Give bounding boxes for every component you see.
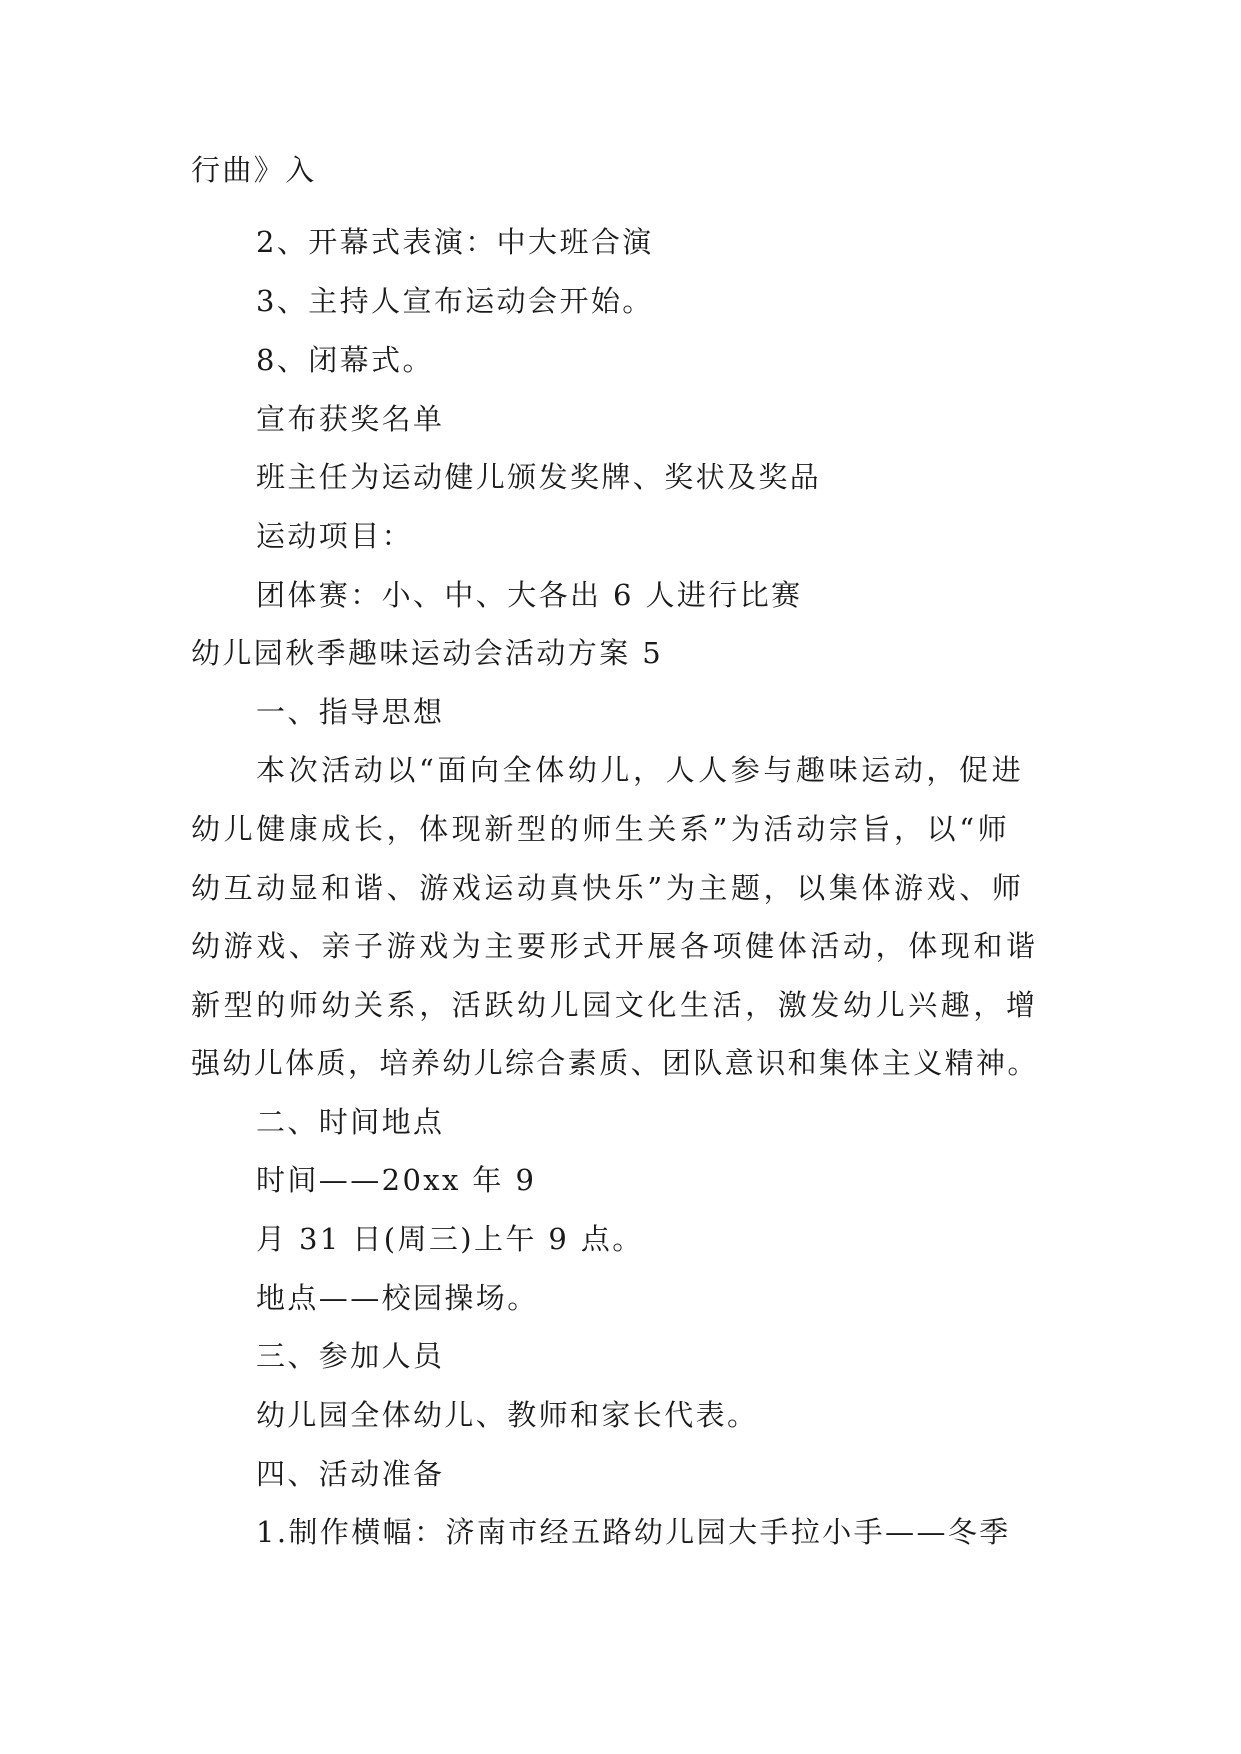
text-line: 3、主持人宣布运动会开始。 [256, 284, 654, 318]
text-line: 时间——20xx 年 9 [256, 1163, 537, 1197]
text-line: 四、活动准备 [256, 1457, 445, 1491]
text-line: 一、指导思想 [256, 695, 445, 729]
paragraph-line: 新型的师幼关系，活跃幼儿园文化生活，激发幼儿兴趣，增 [191, 988, 1039, 1022]
text-line: 班主任为运动健儿颁发奖牌、奖状及奖品 [256, 460, 822, 494]
text-line: 二、时间地点 [256, 1105, 445, 1139]
paragraph-line: 幼互动显和谐、游戏运动真快乐”为主题，以集体游戏、师 [191, 871, 1025, 905]
paragraph-line: 幼游戏、亲子游戏为主要形式开展各项健体活动，体现和谐 [191, 929, 1039, 963]
text-line: 运动项目： [256, 519, 414, 553]
text-line: 2、开幕式表演：中大班合演 [256, 225, 654, 259]
text-line: 月 31 日(周三)上午 9 点。 [256, 1222, 644, 1256]
text-line: 宣布获奖名单 [256, 402, 445, 436]
text-line: 地点——校园操场。 [256, 1281, 539, 1315]
text-line: 1.制作横幅：济南市经五路幼儿园大手拉小手——冬季 [256, 1515, 1011, 1549]
text-line: 8、闭幕式。 [256, 343, 434, 377]
paragraph-line: 幼儿健康成长，体现新型的师生关系”为活动宗旨，以“师 [191, 812, 1011, 846]
text-line: 三、参加人员 [256, 1339, 445, 1373]
paragraph-line: 强幼儿体质，培养幼儿综合素质、团队意识和集体主义精神。 [191, 1046, 1039, 1080]
text-line: 幼儿园全体幼儿、教师和家长代表。 [256, 1398, 759, 1432]
section-heading: 幼儿园秋季趣味运动会活动方案 5 [191, 636, 664, 670]
text-line: 团体赛：小、中、大各出 6 人进行比赛 [256, 578, 803, 612]
text-line: 行曲》入 [191, 153, 317, 187]
paragraph-line: 本次活动以“面向全体幼儿，人人参与趣味运动，促进 [256, 753, 1025, 787]
